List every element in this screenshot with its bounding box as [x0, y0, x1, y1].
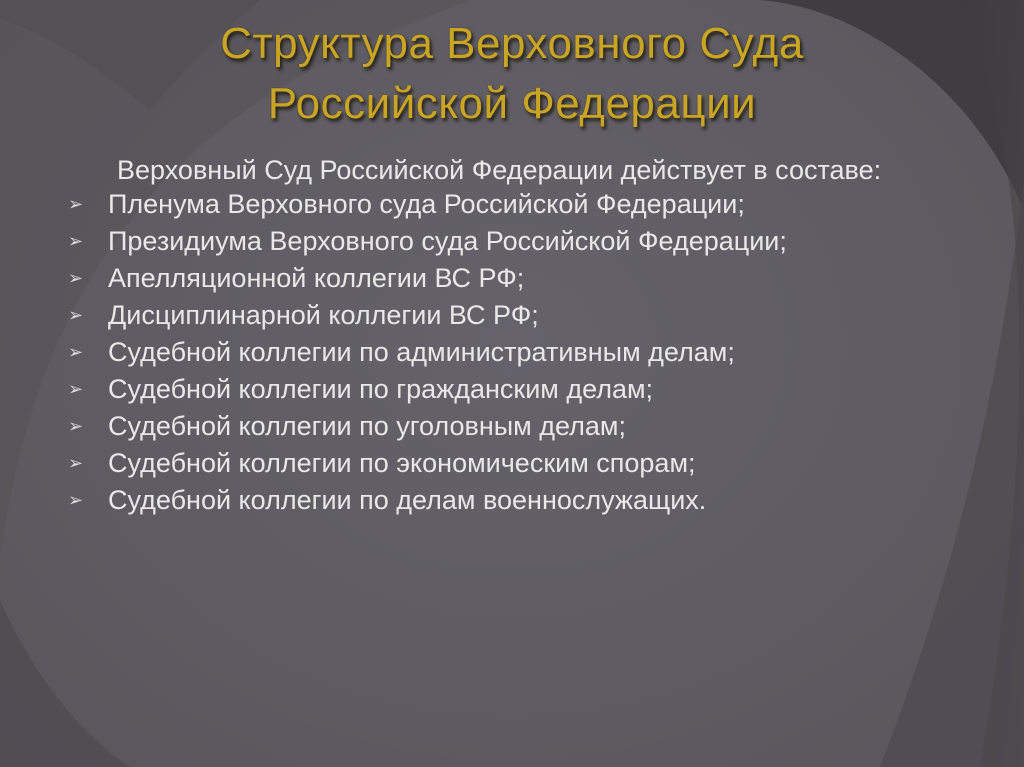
list-item-text: Апелляционной коллегии ВС РФ;	[108, 263, 525, 293]
list-item-text: Дисциплинарной коллегии ВС РФ;	[108, 300, 539, 330]
list-item	[68, 448, 948, 479]
arrow-bullet-icon: ➢	[68, 416, 84, 436]
title-line-1: Структура Верховного Суда	[220, 19, 804, 68]
arrow-bullet-icon: ➢	[68, 379, 84, 399]
list-item-text: Президиума Верховного суда Российской Федерации;	[108, 226, 787, 256]
slide-title	[0, 14, 1024, 134]
list-item	[68, 300, 948, 331]
title-line-2: Российской Федерации	[267, 79, 757, 128]
list-item	[68, 226, 948, 257]
list-item	[68, 263, 948, 294]
list-item-text: Судебной коллегии по уголовным делам;	[108, 411, 626, 441]
slide-body	[68, 155, 948, 522]
list-item	[68, 189, 948, 220]
list-item-text: Судебной коллегии по гражданским делам;	[108, 374, 654, 404]
list-item	[68, 374, 948, 405]
list-item	[68, 411, 948, 442]
arrow-bullet-icon: ➢	[68, 268, 84, 288]
arrow-bullet-icon: ➢	[68, 231, 84, 251]
list-item-text: Пленума Верховного суда Российской Федерации;	[108, 189, 745, 219]
arrow-bullet-icon: ➢	[68, 305, 84, 325]
list-item-text: Судебной коллегии по экономическим спорам;	[108, 448, 696, 478]
intro-text: Верховный Суд Российской Федерации действует в составе:	[117, 155, 882, 185]
list-item-text: Судебной коллегии по административным делам;	[108, 337, 735, 367]
arrow-bullet-icon: ➢	[68, 490, 84, 510]
intro-paragraph	[68, 155, 948, 186]
list-item	[68, 337, 948, 368]
court-composition-list	[68, 189, 948, 516]
list-item-text: Судебной коллегии по делам военнослужащих.	[108, 485, 707, 515]
arrow-bullet-icon: ➢	[68, 194, 84, 214]
arrow-bullet-icon: ➢	[68, 453, 84, 473]
arrow-bullet-icon: ➢	[68, 342, 84, 362]
list-item	[68, 485, 948, 516]
